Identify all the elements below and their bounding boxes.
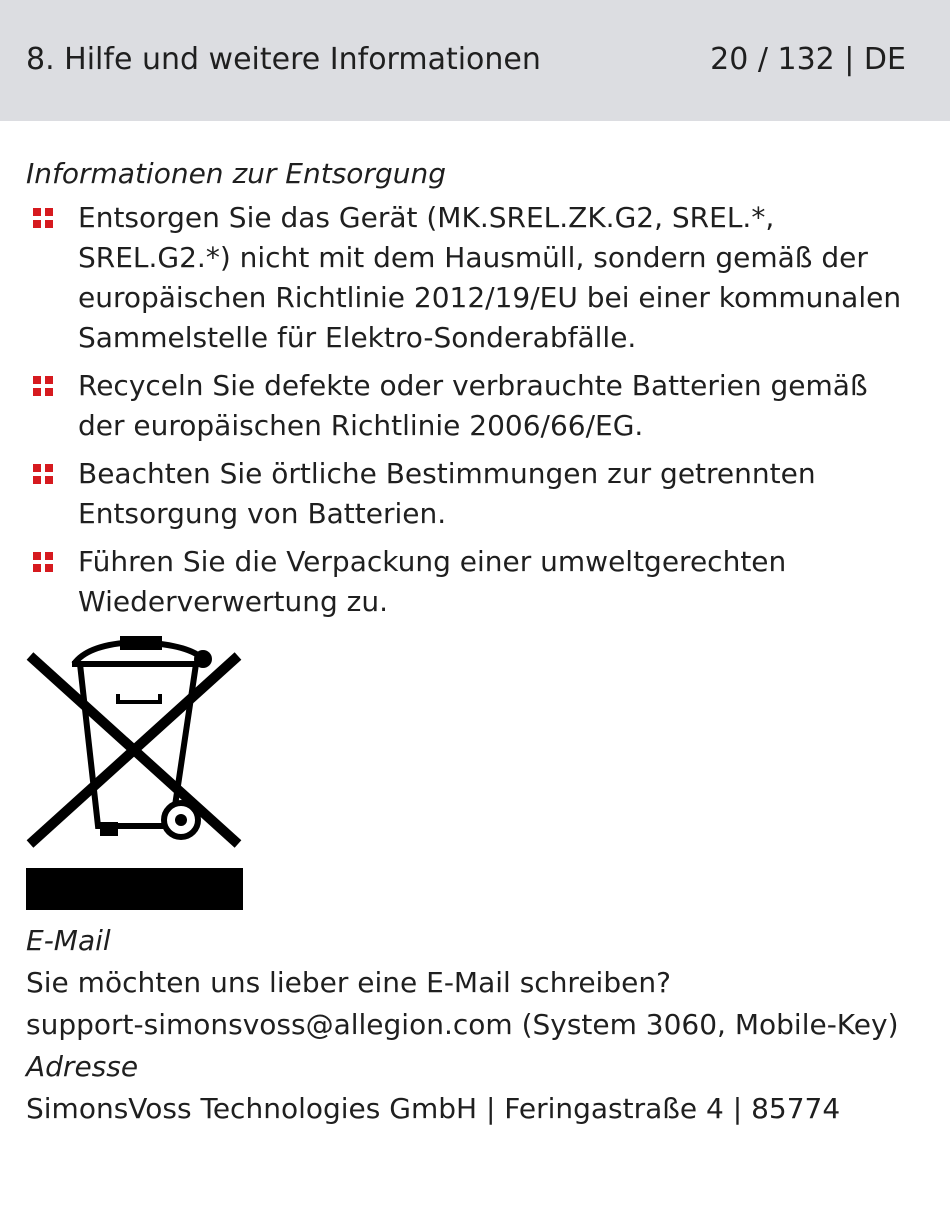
email-prompt: Sie möchten uns lieber eine E-Mail schreiben? [26,966,671,999]
disposal-heading: Informationen zur Entsorgung [26,157,446,190]
disposal-list [26,198,916,622]
list-item [26,366,916,446]
contact-section [26,920,916,1130]
red-square-bullet-icon [33,552,53,572]
list-item-text: Führen Sie die Verpackung einer umweltgerechten Wiederverwertung zu. [78,545,787,618]
list-item-text: Beachten Sie örtliche Bestimmungen zur getrennten Entsorgung von Batterien. [78,457,816,530]
list-item [26,454,916,534]
email-heading: E-Mail [26,924,111,957]
address-heading: Adresse [26,1050,139,1083]
page-header [0,0,950,121]
red-square-bullet-icon [33,208,53,228]
list-item-text: Recyceln Sie defekte oder verbrauchte Batterien gemäß der europäischen Richtlinie 2006/66/EG. [78,369,868,442]
address-line: SimonsVoss Technologies GmbH | Feringastraße 4 | 85774 [26,1092,841,1125]
list-item [26,198,916,358]
disposal-section [26,152,916,630]
page-indicator: 20 / 132 | DE [710,42,906,77]
section-title: 8. Hilfe und weitere Informationen [26,42,541,77]
red-square-bullet-icon [33,464,53,484]
crossed-out-wheelie-bin-icon [26,634,244,912]
list-item [26,542,916,622]
email-address-link[interactable]: support-simonsvoss@allegion.com (System 3060, Mobile-Key) [26,1008,899,1041]
red-square-bullet-icon [33,376,53,396]
list-item-text: Entsorgen Sie das Gerät (MK.SREL.ZK.G2, SREL.*, SREL.G2.*) nicht mit dem Hausmüll, sondern gemäß der europäischen Richtlinie 2012/19/EU bei einer kommunalen Sammelstelle für Elektro-Sonderabfälle. [78,201,902,354]
